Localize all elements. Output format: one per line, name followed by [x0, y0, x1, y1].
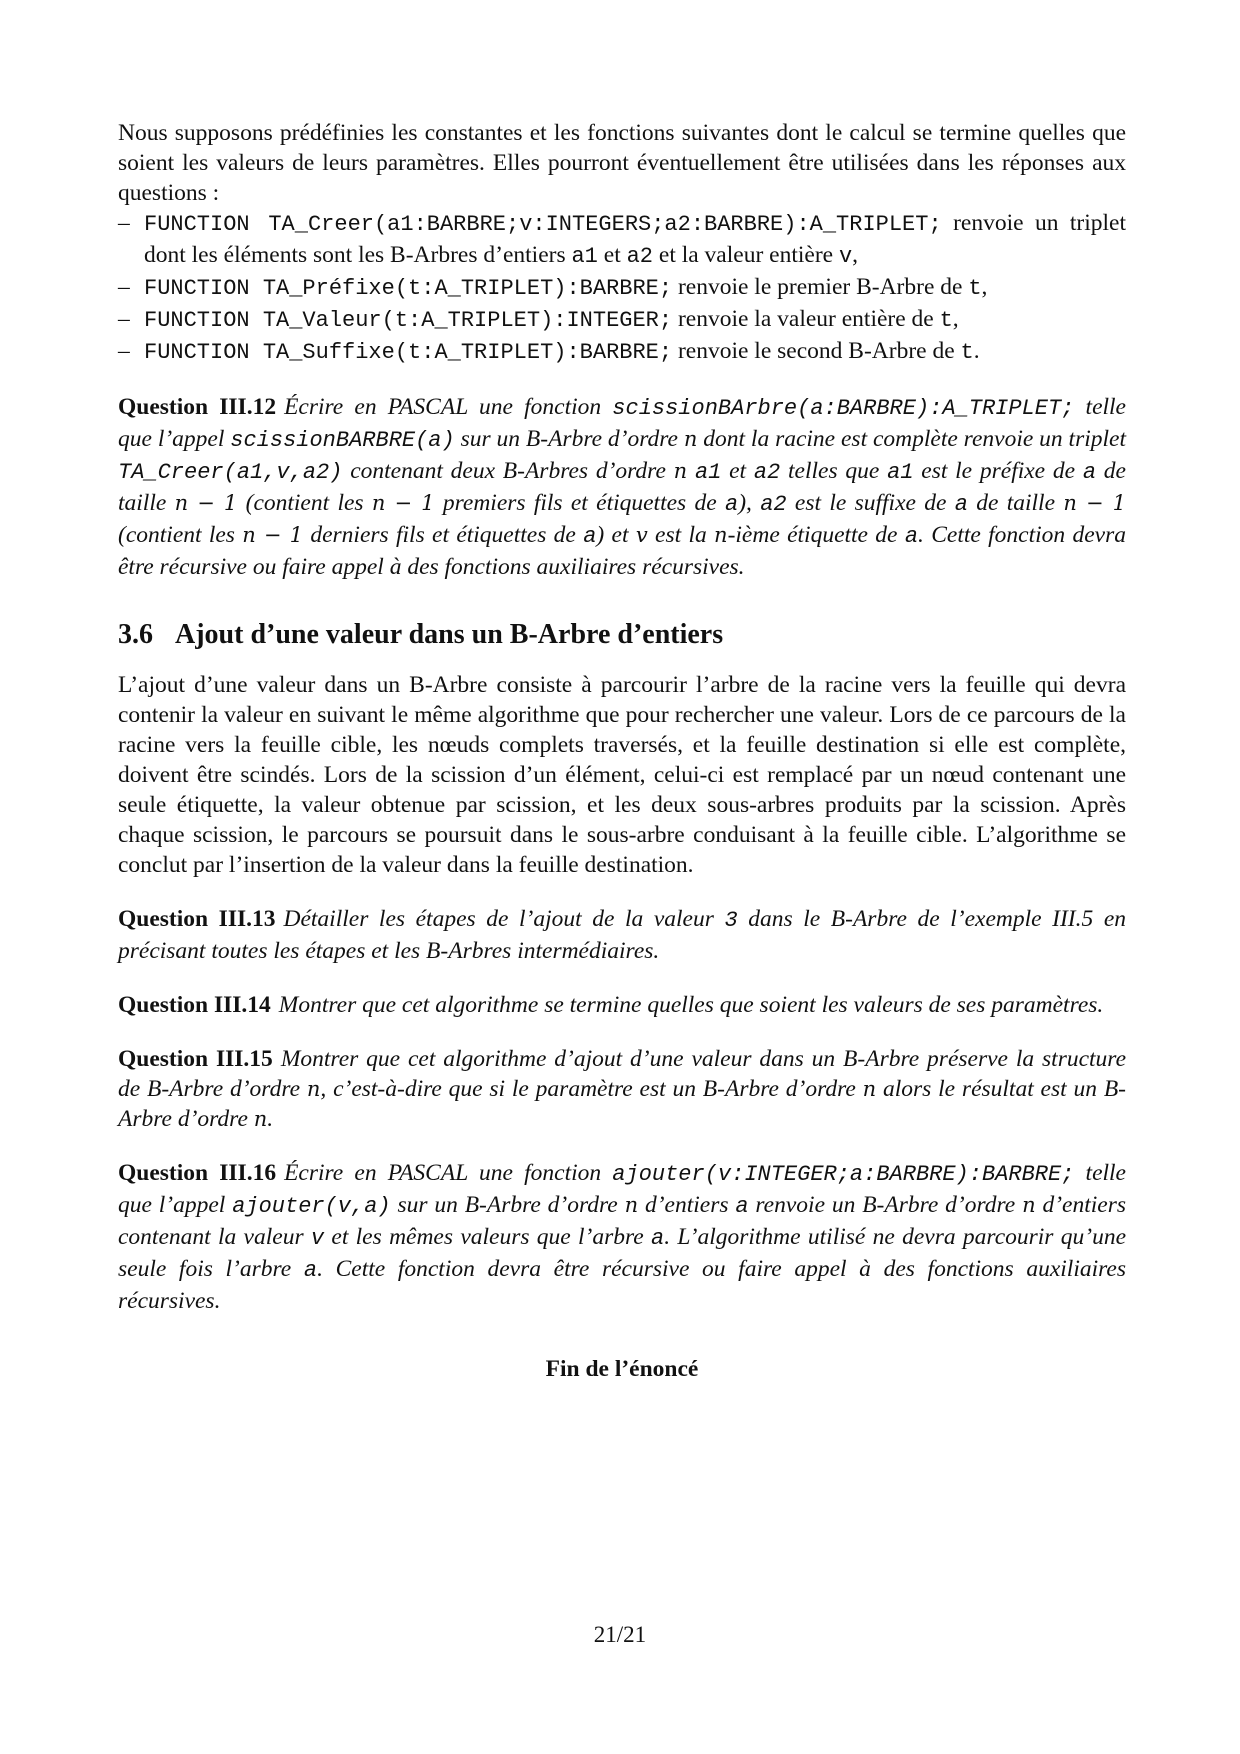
question-iii-15 [118, 1044, 1126, 1134]
end-of-statement: Fin de l’énoncé [545, 1356, 699, 1382]
page-number: 21/21 [593, 1622, 647, 1647]
question-label: Question III.13 [118, 906, 276, 932]
document-page [118, 118, 1126, 1384]
list-item: – FUNCTION TA_Suffixe(t:A_TRIPLET):BARBRE; renvoie le second B-Arbre de t. [118, 336, 1126, 368]
question-iii-16 [118, 1158, 1126, 1316]
question-iii-14 [118, 990, 1126, 1020]
function-signature: FUNCTION TA_Suffixe(t:A_TRIPLET):BARBRE; [144, 340, 673, 365]
question-text: Écrire en PASCAL une fonction ajouter(v:INTEGER;a:BARBRE):BARBRE; telle que l’appel ajouter(v,a) sur un B-Arbre d’ordre n d’entiers a renvoie un B-Arbre d’ordre n d’entiers contenant la valeur v et les mêmes valeurs que l’arbre a. L’algorithme utilisé ne devra parcourir qu’une seule fois l’arbre a. Cette fonction devra être récursive ou faire appel à des fonctions auxiliaires récursives. [118, 1160, 1127, 1314]
function-signature: FUNCTION TA_Creer(a1:BARBRE;v:INTEGERS;a2:BARBRE):A_TRIPLET; [144, 212, 942, 237]
question-label: Question III.14 [118, 992, 271, 1018]
function-list [118, 208, 1126, 368]
question-text: Montrer que cet algorithme se termine quelles que soient les valeurs de ses paramètres. [278, 992, 1104, 1018]
function-signature: FUNCTION TA_Valeur(t:A_TRIPLET):INTEGER; [144, 308, 673, 333]
list-item: – FUNCTION TA_Préfixe(t:A_TRIPLET):BARBRE; renvoie le premier B-Arbre de t, [118, 272, 1126, 304]
question-label: Question III.15 [118, 1046, 273, 1072]
section-heading [118, 618, 1126, 652]
section-number: 3.6 [118, 619, 153, 650]
question-iii-12 [118, 392, 1126, 582]
intro-paragraph: Nous supposons prédéfinies les constantes et les fonctions suivantes dont le calcul se termine quelles que soient les valeurs de leurs paramètres. Elles pourront éventuellement être utilisées dans les réponses aux questions : [118, 120, 1126, 206]
question-text: Détailler les étapes de l’ajout de la valeur 3 dans le B-Arbre de l’exemple III.5 en précisant toutes les étapes et les B-Arbres intermédiaires. [118, 906, 1127, 964]
question-label: Question III.16 [118, 1160, 277, 1186]
question-label: Question III.12 [118, 394, 277, 420]
function-signature: FUNCTION TA_Préfixe(t:A_TRIPLET):BARBRE; [144, 276, 673, 301]
section-title: Ajout d’une valeur dans un B-Arbre d’entiers [175, 619, 724, 650]
list-item: – FUNCTION TA_Valeur(t:A_TRIPLET):INTEGER; renvoie la valeur entière de t, [118, 304, 1126, 336]
question-iii-13 [118, 904, 1126, 966]
list-item: – FUNCTION TA_Creer(a1:BARBRE;v:INTEGERS;a2:BARBRE):A_TRIPLET; renvoie un triplet dont les éléments sont les B-Arbres d’entiers a1 et a2 et la valeur entière v, [118, 208, 1126, 272]
section-paragraph: L’ajout d’une valeur dans un B-Arbre consiste à parcourir l’arbre de la racine vers la feuille qui devra contenir la valeur en suivant le même algorithme que pour rechercher une valeur. Lors de ce parcours de la racine vers la feuille cible, les nœuds complets traversés, et la feuille destination si elle est complète, doivent être scindés. Lors de la scission d’un élément, celui-ci est remplacé par un nœud contenant une seule étiquette, la valeur obtenue par scission, et les deux sous-arbres produits par la scission. Après chaque scission, le parcours se poursuit dans le sous-arbre conduisant à la feuille cible. L’algorithme se conclut par l’insertion de la valeur dans la feuille destination. [118, 672, 1126, 878]
question-text: Écrire en PASCAL une fonction scissionBArbre(a:BARBRE):A_TRIPLET; telle que l’appel scissionBARBRE(a) sur un B-Arbre d’ordre n dont la racine est complète renvoie un triplet TA_Creer(a1,v,a2) contenant deux B-Arbres d’ordre n a1 et a2 telles que a1 est le préfixe de a de taille n − 1 (contient les n − 1 premiers fils et étiquettes de a), a2 est le suffixe de a de taille n − 1 (contient les n − 1 derniers fils et étiquettes de a) et v est la n-ième étiquette de a. Cette fonction devra être récursive ou faire appel à des fonctions auxiliaires récursives. [118, 394, 1127, 580]
question-text: Montrer que cet algorithme d’ajout d’une valeur dans un B-Arbre préserve la structure de B-Arbre d’ordre n, c’est-à-dire que si le paramètre est un B-Arbre d’ordre n alors le résultat est un B-Arbre d’ordre n. [118, 1046, 1127, 1132]
